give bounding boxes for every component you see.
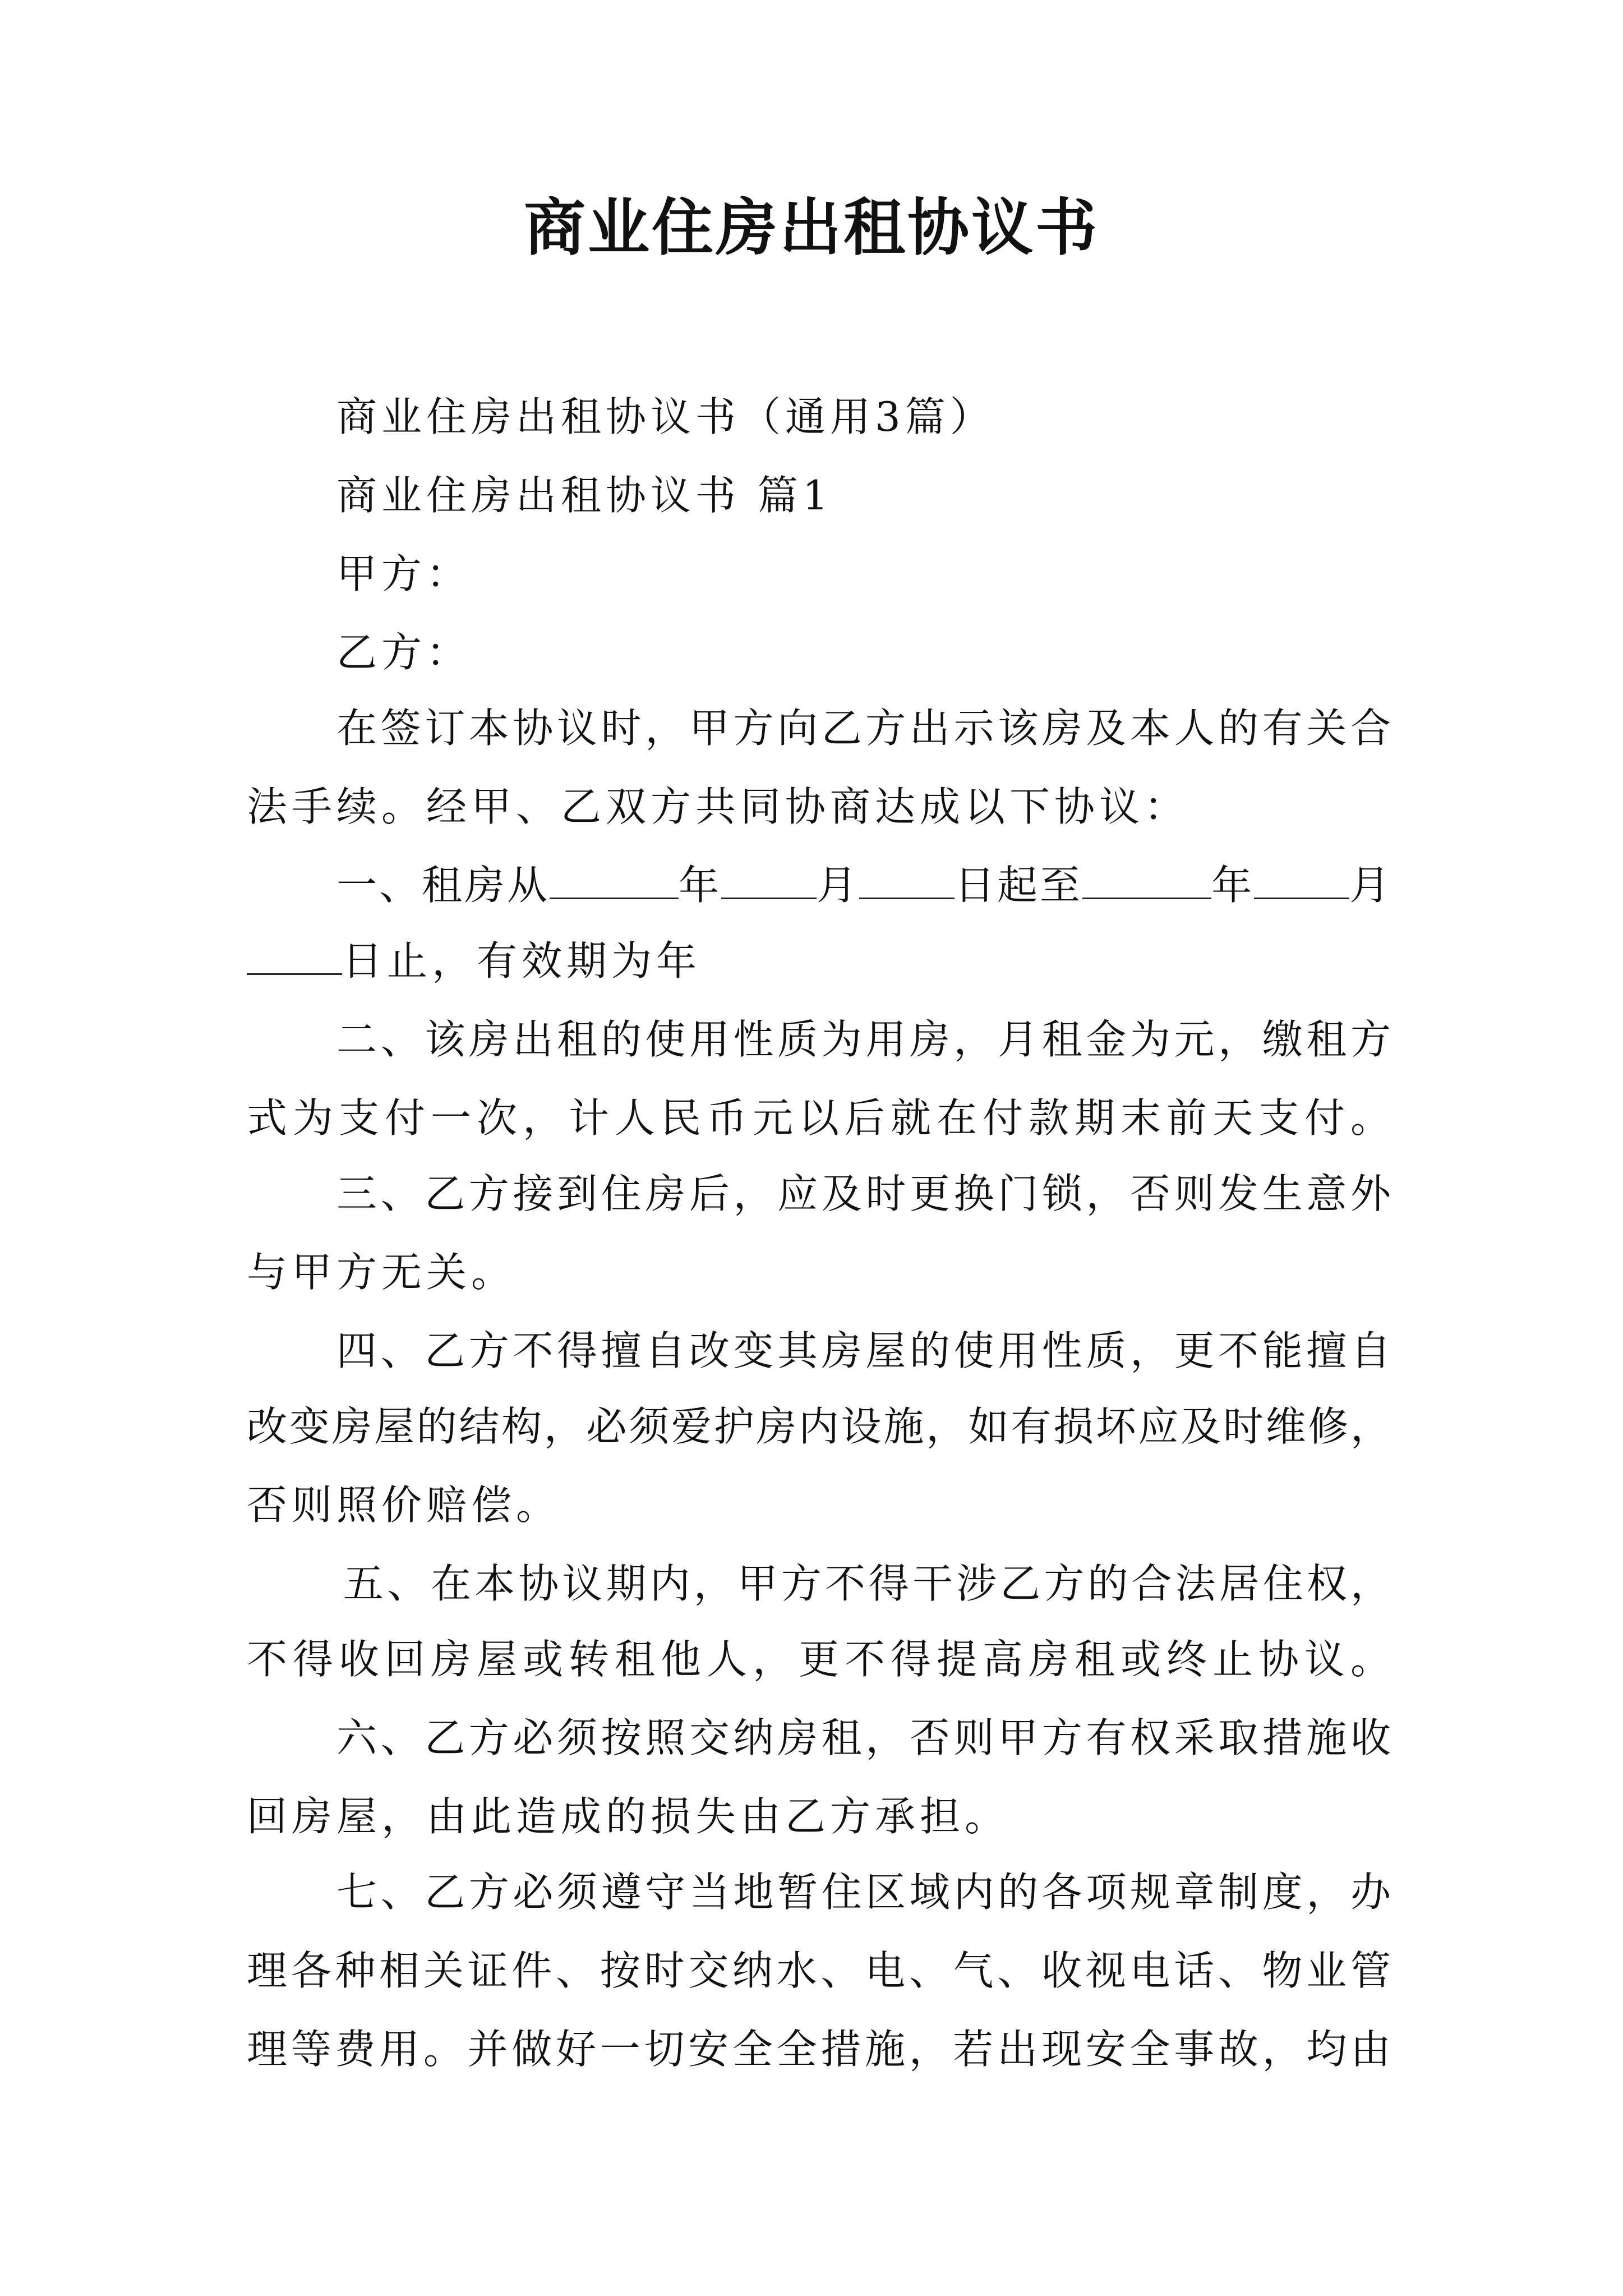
document-subtitle: 商业住房出租协议书（通用3篇）: [336, 393, 995, 440]
end-day-blank: [247, 940, 342, 975]
month-blank: [721, 864, 817, 899]
end-month-blank: [1254, 864, 1349, 899]
clause-1-term: 日止，有效期为年: [342, 937, 702, 984]
clause-1-month: 月: [817, 862, 860, 909]
clause-7-line-1: 七、乙方必须遵守当地暂住区域内的各项规章制度，办: [336, 1869, 1391, 1916]
clause-1-end-year: 年: [1211, 862, 1255, 909]
clause-1-text: 一、租房从: [336, 862, 550, 909]
clause-2-line-2: 式为支付一次，计人民币元以后就在付款期末前天支付。: [247, 1094, 1391, 1142]
party-a-label: 甲方：: [336, 550, 472, 597]
clause-6-line-2: 回房屋，由此造成的损失由乙方承担。: [247, 1793, 1010, 1840]
clause-5-line-2: 不得收回房屋或转租他人，更不得提高房租或终止协议。: [247, 1636, 1391, 1683]
intro-line-2: 法手续。经甲、乙双方共同协商达成以下协议：: [247, 783, 1189, 830]
end-year-blank: [1082, 864, 1211, 899]
clause-3-line-2: 与甲方无关。: [247, 1249, 517, 1296]
party-b-label: 乙方：: [336, 629, 472, 676]
clause-1-end-month: 月: [1349, 862, 1393, 909]
clause-7-line-3: 理等费用。并做好一切安全全措施，若出现安全事故，均由: [247, 2026, 1391, 2073]
clause-1-year: 年: [679, 862, 722, 909]
year-blank: [550, 864, 679, 899]
clause-4-line-2: 改变房屋的结构，必须爱护房内设施，如有损坏应及时维修，: [247, 1403, 1391, 1450]
clause-4-line-3: 否则照价赔偿。: [247, 1481, 561, 1529]
clause-2-line-1: 二、该房出租的使用性质为用房，月租金为元，缴租方: [336, 1016, 1391, 1063]
clause-1-until: 日起至: [955, 862, 1083, 909]
clause-7-line-2: 理各种相关证件、按时交纳水、电、气、收视电话、物业管: [247, 1947, 1391, 1994]
clause-5-line-1: 五、在本协议期内，甲方不得干涉乙方的合法居住权，: [343, 1560, 1391, 1607]
intro-line-1: 在签订本协议时，甲方向乙方出示该房及本人的有关合: [336, 705, 1391, 752]
day-blank: [859, 864, 955, 899]
document-title: 商业住房出租协议书: [524, 191, 1099, 264]
clause-6-line-1: 六、乙方必须按照交纳房租，否则甲方有权采取措施收: [336, 1714, 1391, 1761]
clause-1-line-1: [336, 861, 1392, 909]
clause-1-line-2: [247, 937, 701, 985]
clause-3-line-1: 三、乙方接到住房后，应及时更换门锁，否则发生意外: [336, 1170, 1391, 1217]
section-heading: 商业住房出租协议书 篇1: [336, 472, 833, 519]
clause-4-line-1: 四、乙方不得擅自改变其房屋的使用性质，更不能擅自: [336, 1327, 1391, 1374]
